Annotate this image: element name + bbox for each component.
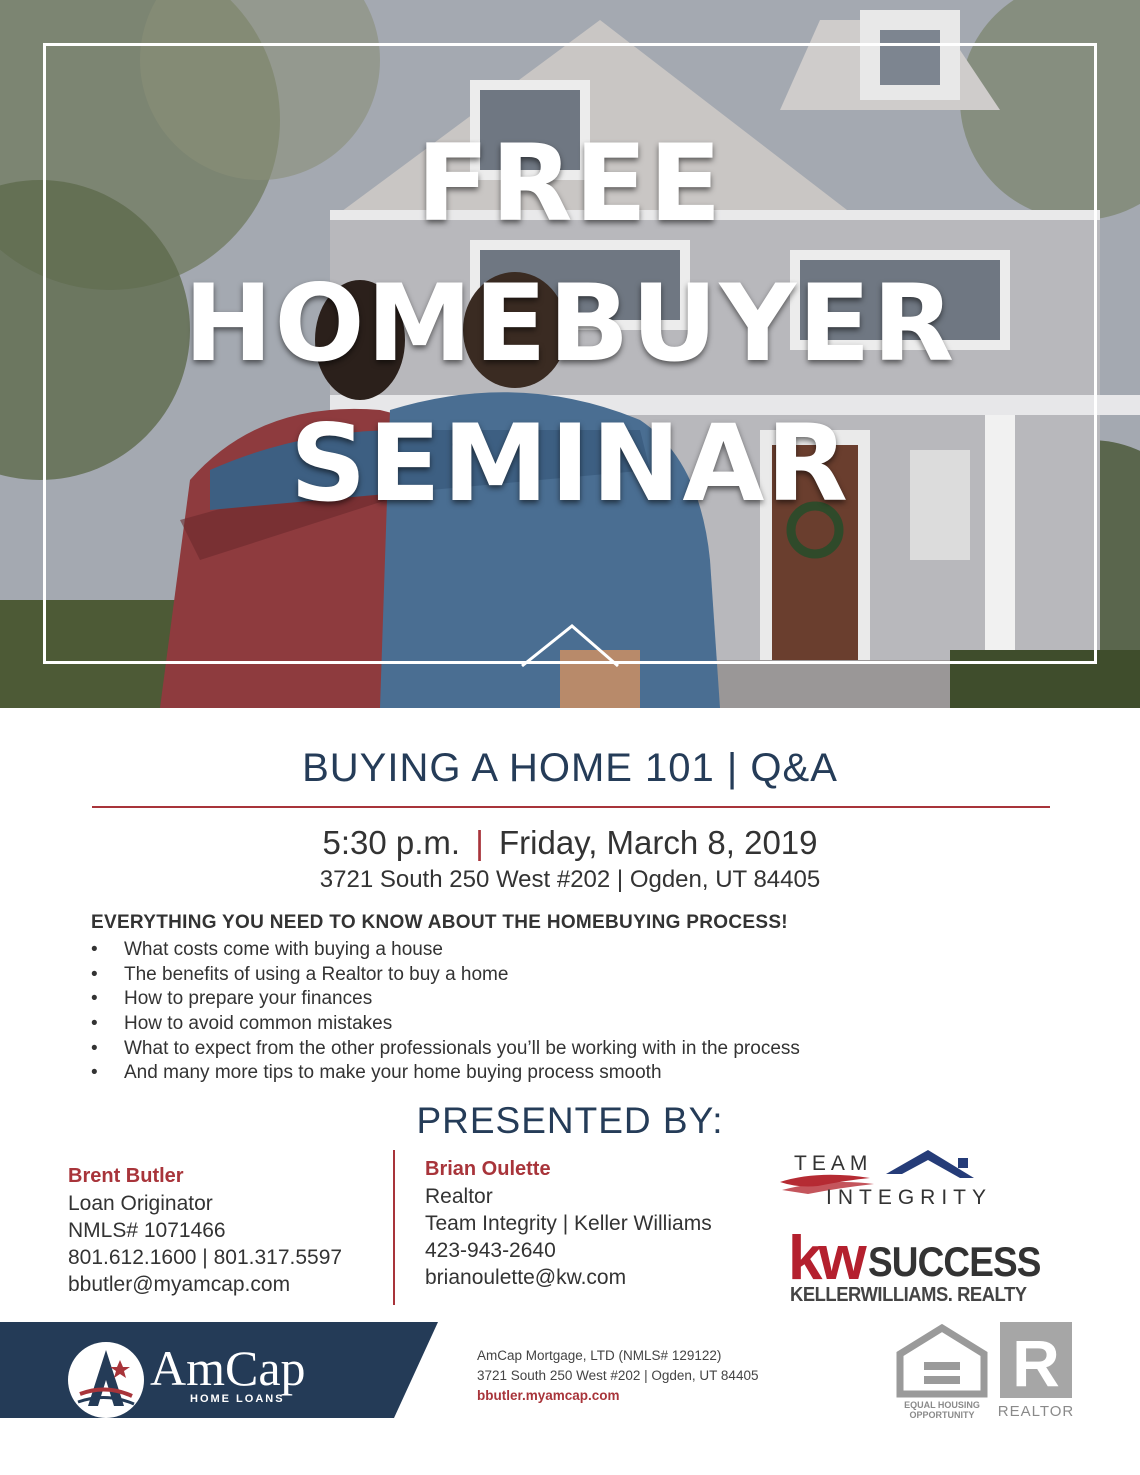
presenter-card-realtor: [425, 1156, 712, 1291]
event-date: Friday, March 8, 2019: [498, 824, 818, 861]
bullet-icon: •: [91, 1037, 98, 1059]
presenter-divider: [393, 1150, 395, 1305]
hero-title-line-1: FREE: [416, 122, 724, 245]
kw-success-text: SUCCESS: [868, 1238, 1041, 1285]
event-subtitle: BUYING A HOME 101 | Q&A: [302, 746, 838, 790]
realtor-letter: R: [1012, 1326, 1060, 1400]
amcap-emblem-icon: [66, 1340, 146, 1420]
agenda-headline: EVERYTHING YOU NEED TO KNOW ABOUT THE HOMEBUYING PROCESS!: [91, 912, 788, 933]
presenter-phone[interactable]: 801.612.1600 | 801.317.5597: [68, 1246, 343, 1269]
presented-by-heading: PRESENTED BY:: [416, 1100, 724, 1141]
footer-website-link[interactable]: bbutler.myamcap.com: [477, 1388, 620, 1403]
eho-text-line-1: EQUAL HOUSING: [904, 1400, 980, 1410]
presenter-card-loan-originator: [68, 1163, 342, 1298]
hero-banner: [0, 0, 1140, 708]
bullet-icon: •: [91, 1062, 98, 1084]
presenter-nmls: NMLS# 1071466: [68, 1219, 226, 1242]
team-logo-top-text: TEAM: [794, 1152, 873, 1175]
presenter-email[interactable]: bbutler@myamcap.com: [68, 1273, 291, 1296]
presenter-company: Team Integrity | Keller Williams: [425, 1212, 712, 1235]
presenter-name: Brent Butler: [68, 1165, 184, 1187]
realtor-icon: [996, 1320, 1076, 1420]
equal-housing-icon: [896, 1324, 988, 1420]
bullet-icon: •: [91, 963, 98, 985]
realtor-text: REALTOR: [997, 1403, 1075, 1420]
footer-company: AmCap Mortgage, LTD (NMLS# 129122): [477, 1348, 722, 1363]
presenter-name: Brian Oulette: [425, 1158, 551, 1180]
section-divider: [92, 806, 1050, 808]
bullet-icon: •: [91, 988, 98, 1010]
amcap-logo-name: AmCap: [150, 1340, 306, 1396]
kw-mark: kw: [788, 1224, 863, 1293]
eho-text-line-2: OPPORTUNITY: [909, 1410, 975, 1420]
frame-notch: [520, 622, 620, 668]
kw-realty-text: KELLERWILLIAMS. REALTY: [790, 1284, 1027, 1306]
bullet-icon: •: [91, 1013, 98, 1035]
presenter-title: Realtor: [425, 1185, 493, 1208]
datetime-separator: |: [475, 824, 484, 861]
bullet-icon: •: [91, 939, 98, 960]
footer-address: 3721 South 250 West #202 | Ogden, UT 84405: [477, 1368, 759, 1383]
amcap-logo-subtitle: HOME LOANS: [190, 1393, 285, 1405]
event-datetime: [0, 824, 1140, 862]
hero-title-line-2: HOMEBUYER: [183, 262, 957, 385]
team-logo-bottom-text: INTEGRITY: [826, 1186, 993, 1209]
kw-success-logo: [788, 1224, 1048, 1308]
presenter-phone[interactable]: 423-943-2640: [425, 1239, 556, 1262]
hero-title-line-3: SEMINAR: [289, 402, 851, 525]
event-address: 3721 South 250 West #202 | Ogden, UT 84405: [319, 866, 821, 893]
presenter-title: Loan Originator: [68, 1192, 213, 1215]
footer-legal: [477, 1346, 758, 1406]
team-integrity-logo: [778, 1148, 1028, 1214]
event-time: 5:30 p.m.: [322, 824, 461, 861]
presenter-email[interactable]: brianoulette@kw.com: [425, 1266, 627, 1289]
